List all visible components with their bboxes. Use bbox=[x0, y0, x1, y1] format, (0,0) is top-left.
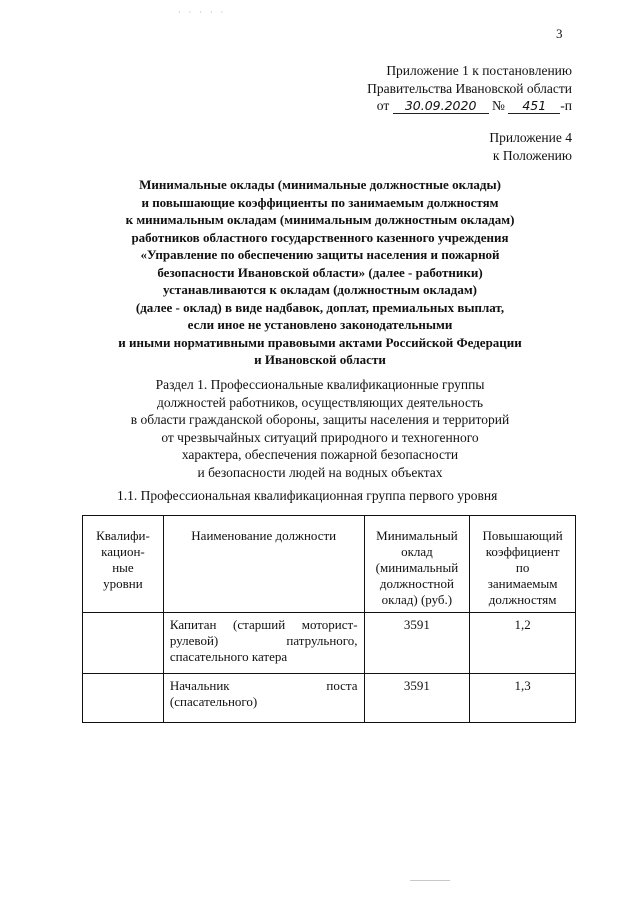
title-line: к минимальным окладам (минимальным должностным окладам) bbox=[125, 212, 515, 227]
title-line: и Ивановской области bbox=[254, 352, 386, 367]
document-title bbox=[60, 176, 580, 369]
number-suffix: -п bbox=[560, 98, 572, 113]
header-minimum-salary: Минимальный оклад (минимальный должностной оклад) (руб.) bbox=[364, 516, 470, 613]
appendix-4-header bbox=[372, 129, 572, 164]
section-line: от чрезвычайных ситуаций природного и техногенного bbox=[161, 429, 479, 445]
appendix-1-line-1: Приложение 1 к постановлению bbox=[386, 63, 572, 78]
qualification-group-table bbox=[82, 515, 576, 723]
from-label: от bbox=[376, 98, 390, 113]
table-row bbox=[83, 674, 576, 723]
cell-level bbox=[83, 613, 164, 674]
handwritten-number: 451 bbox=[508, 99, 560, 114]
table-row bbox=[83, 613, 576, 674]
cell-position: Начальник поста (спасательного) bbox=[163, 674, 364, 723]
appendix-1-line-2: Правительства Ивановской области bbox=[367, 80, 572, 96]
handwritten-date: 30.09.2020 bbox=[393, 99, 489, 114]
title-line: устанавливаются к окладам (должностным окладам) bbox=[162, 282, 477, 297]
section-line: должностей работников, осуществляющих деятельность bbox=[156, 394, 484, 410]
section-line: в области гражданской обороны, защиты населения и территорий bbox=[130, 412, 510, 428]
scan-artifact-marks: · · · · · bbox=[178, 8, 227, 17]
cell-level bbox=[83, 674, 164, 723]
appendix-1-header bbox=[252, 62, 572, 115]
subsection-heading: 1.1. Профессиональная квалификационная группа первого уровня bbox=[117, 488, 498, 503]
section-line: характера, обеспечения пожарной безопасности bbox=[181, 447, 459, 463]
appendix-4-line-1: Приложение 4 bbox=[489, 130, 572, 145]
title-line: работников областного государственного казенного учреждения bbox=[131, 229, 509, 245]
number-label: № bbox=[492, 98, 505, 113]
title-line: (далее - оклад) в виде надбавок, доплат, премиальных выплат, bbox=[135, 299, 505, 315]
table-header-row bbox=[83, 516, 576, 613]
section-line: и безопасности людей на водных объектах bbox=[197, 464, 443, 480]
title-line: и повышающие коэффициенты по занимаемым должностям bbox=[141, 194, 499, 210]
appendix-1-date-line bbox=[252, 97, 572, 115]
cell-salary: 3591 bbox=[364, 613, 470, 674]
scan-artifact-line bbox=[410, 880, 450, 881]
title-line: «Управление по обеспечению защиты населения и пожарной bbox=[140, 247, 500, 262]
cell-coefficient: 1,2 bbox=[470, 613, 576, 674]
cell-salary: 3591 bbox=[364, 674, 470, 723]
appendix-4-line-2: к Положению bbox=[492, 147, 572, 163]
section-line: Раздел 1. Профессиональные квалификационные группы bbox=[155, 377, 485, 392]
header-qualification-levels: Квалифи- кацион- ные уровни bbox=[83, 516, 164, 613]
title-line: безопасности Ивановской области» (далее - работники) bbox=[157, 264, 483, 280]
cell-position: Капитан (старший моторист- рулевой) патрульного, спасательного катера bbox=[163, 613, 364, 674]
title-line: Минимальные оклады (минимальные должностные оклады) bbox=[139, 177, 501, 192]
cell-coefficient: 1,3 bbox=[470, 674, 576, 723]
header-position-name: Наименование должности bbox=[163, 516, 364, 613]
title-line: и иными нормативными правовыми актами Российской Федерации bbox=[118, 334, 522, 350]
header-coefficient: Повышающий коэффициент по занимаемым должностям bbox=[470, 516, 576, 613]
title-line: если иное не установлено законодательными bbox=[187, 317, 453, 332]
page-number: 3 bbox=[556, 26, 563, 41]
section-heading bbox=[60, 376, 580, 482]
